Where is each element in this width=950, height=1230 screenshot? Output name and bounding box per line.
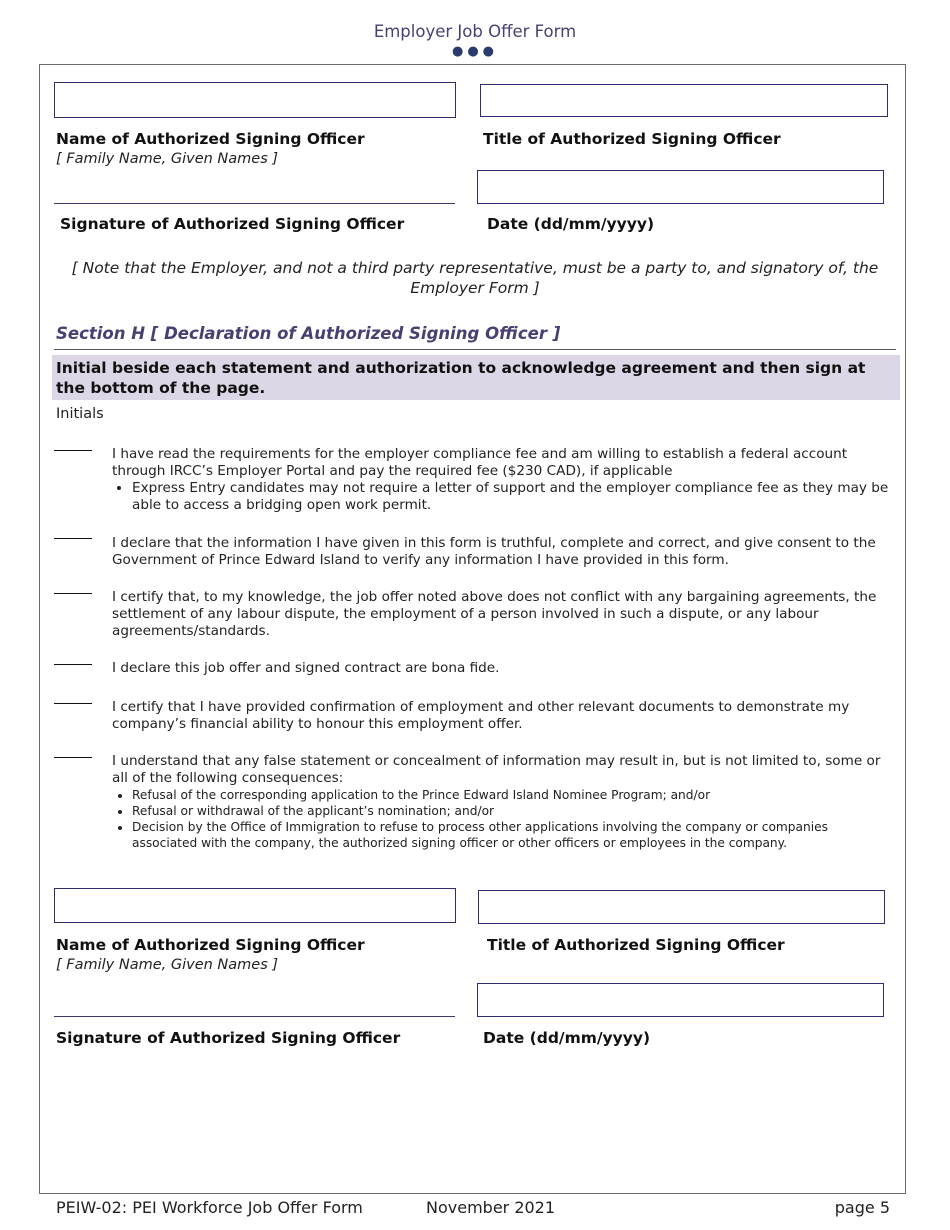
signature-label-2: Signature of Authorized Signing Officer	[56, 1029, 401, 1047]
statement-2: I declare that the information I have given in this form is truthful, complete and correct, and give consent to the Government of Prince Edward Island to verify any information I have provided in this form.	[112, 535, 876, 568]
section-divider	[54, 349, 896, 350]
date-input-1[interactable]	[477, 170, 884, 204]
title-label-2: Title of Authorized Signing Officer	[487, 936, 785, 954]
signing-officer-name-input-1[interactable]	[54, 82, 456, 118]
initials-line-4[interactable]	[54, 664, 92, 665]
statement-1	[112, 446, 890, 514]
instruction-banner: Initial beside each statement and authorization to acknowledge agreement and then sign at the bottom of the page.	[52, 355, 900, 400]
statement-3: I certify that, to my knowledge, the job offer noted above does not conflict with any bargaining agreements, the settlement of any labour dispute, the employment of a person involved in such a dispute, or any labour agreements/standards.	[112, 589, 877, 639]
signing-officer-name-input-2[interactable]	[54, 888, 456, 923]
statement-1-bullet-1: • Express Entry candidates may not require a letter of support and the employer compliance fee as they may be able to access a bridging open work permit.	[132, 480, 890, 514]
signature-label-1: Signature of Authorized Signing Officer	[60, 215, 405, 233]
statement-6	[112, 753, 890, 851]
signing-officer-title-input-1[interactable]	[480, 84, 888, 117]
statement-6-bullet-1: • Refusal of the corresponding application to the Prince Edward Island Nominee Program; and/or	[132, 787, 890, 803]
signing-officer-title-input-2[interactable]	[478, 890, 885, 924]
footer-form-id: PEIW-02: PEI Workforce Job Offer Form	[56, 1198, 363, 1217]
date-input-2[interactable]	[477, 983, 884, 1017]
section-h-title: Section H [ Declaration of Authorized Signing Officer ]	[56, 324, 561, 343]
statement-4: I declare this job offer and signed contract are bona fide.	[112, 660, 500, 676]
initials-line-2[interactable]	[54, 538, 92, 539]
statement-6-bullet-3: • Decision by the Office of Immigration to refuse to process other applications involving the company or companies associated with the company, the authorized signing officer or other officers or employees in the company.	[132, 819, 890, 851]
initials-line-5[interactable]	[54, 703, 92, 704]
header-dots-ornament: ●●●	[451, 44, 499, 59]
date-label-1: Date (dd/mm/yyyy)	[487, 215, 655, 233]
signature-line-1[interactable]	[54, 203, 455, 204]
initials-label: Initials	[56, 406, 104, 422]
initials-line-3[interactable]	[54, 593, 92, 594]
initials-line-1[interactable]	[54, 450, 92, 451]
date-label-2: Date (dd/mm/yyyy)	[483, 1029, 651, 1047]
name-label-1: Name of Authorized Signing Officer	[56, 130, 365, 148]
name-sublabel-1: [ Family Name, Given Names ]	[56, 151, 279, 167]
statement-6-text: I understand that any false statement or concealment of information may result in, but is not limited to, some or all of the following consequences:	[112, 753, 881, 786]
signature-line-2[interactable]	[54, 1016, 455, 1017]
title-label-1: Title of Authorized Signing Officer	[483, 130, 781, 148]
employer-note: [ Note that the Employer, and not a third party representative, must be a party to, and signatory of, the Employer Form ]	[71, 259, 879, 297]
name-sublabel-2: [ Family Name, Given Names ]	[56, 957, 279, 973]
statement-6-bullet-2: • Refusal or withdrawal of the applicant’s nomination; and/or	[132, 803, 890, 819]
form-header-title: Employer Job Offer Form	[373, 22, 577, 41]
statement-1-text: I have read the requirements for the employer compliance fee and am willing to establish a federal account through IRCC’s Employer Portal and pay the required fee ($230 CAD), if applicable	[112, 446, 848, 479]
statement-5: I certify that I have provided confirmation of employment and other relevant documents to demonstrate my company’s financial ability to honour this employment offer.	[112, 699, 850, 732]
name-label-2: Name of Authorized Signing Officer	[56, 936, 365, 954]
footer-date: November 2021	[426, 1198, 556, 1217]
footer-page-number: page 5	[834, 1198, 890, 1217]
initials-line-6[interactable]	[54, 757, 92, 758]
